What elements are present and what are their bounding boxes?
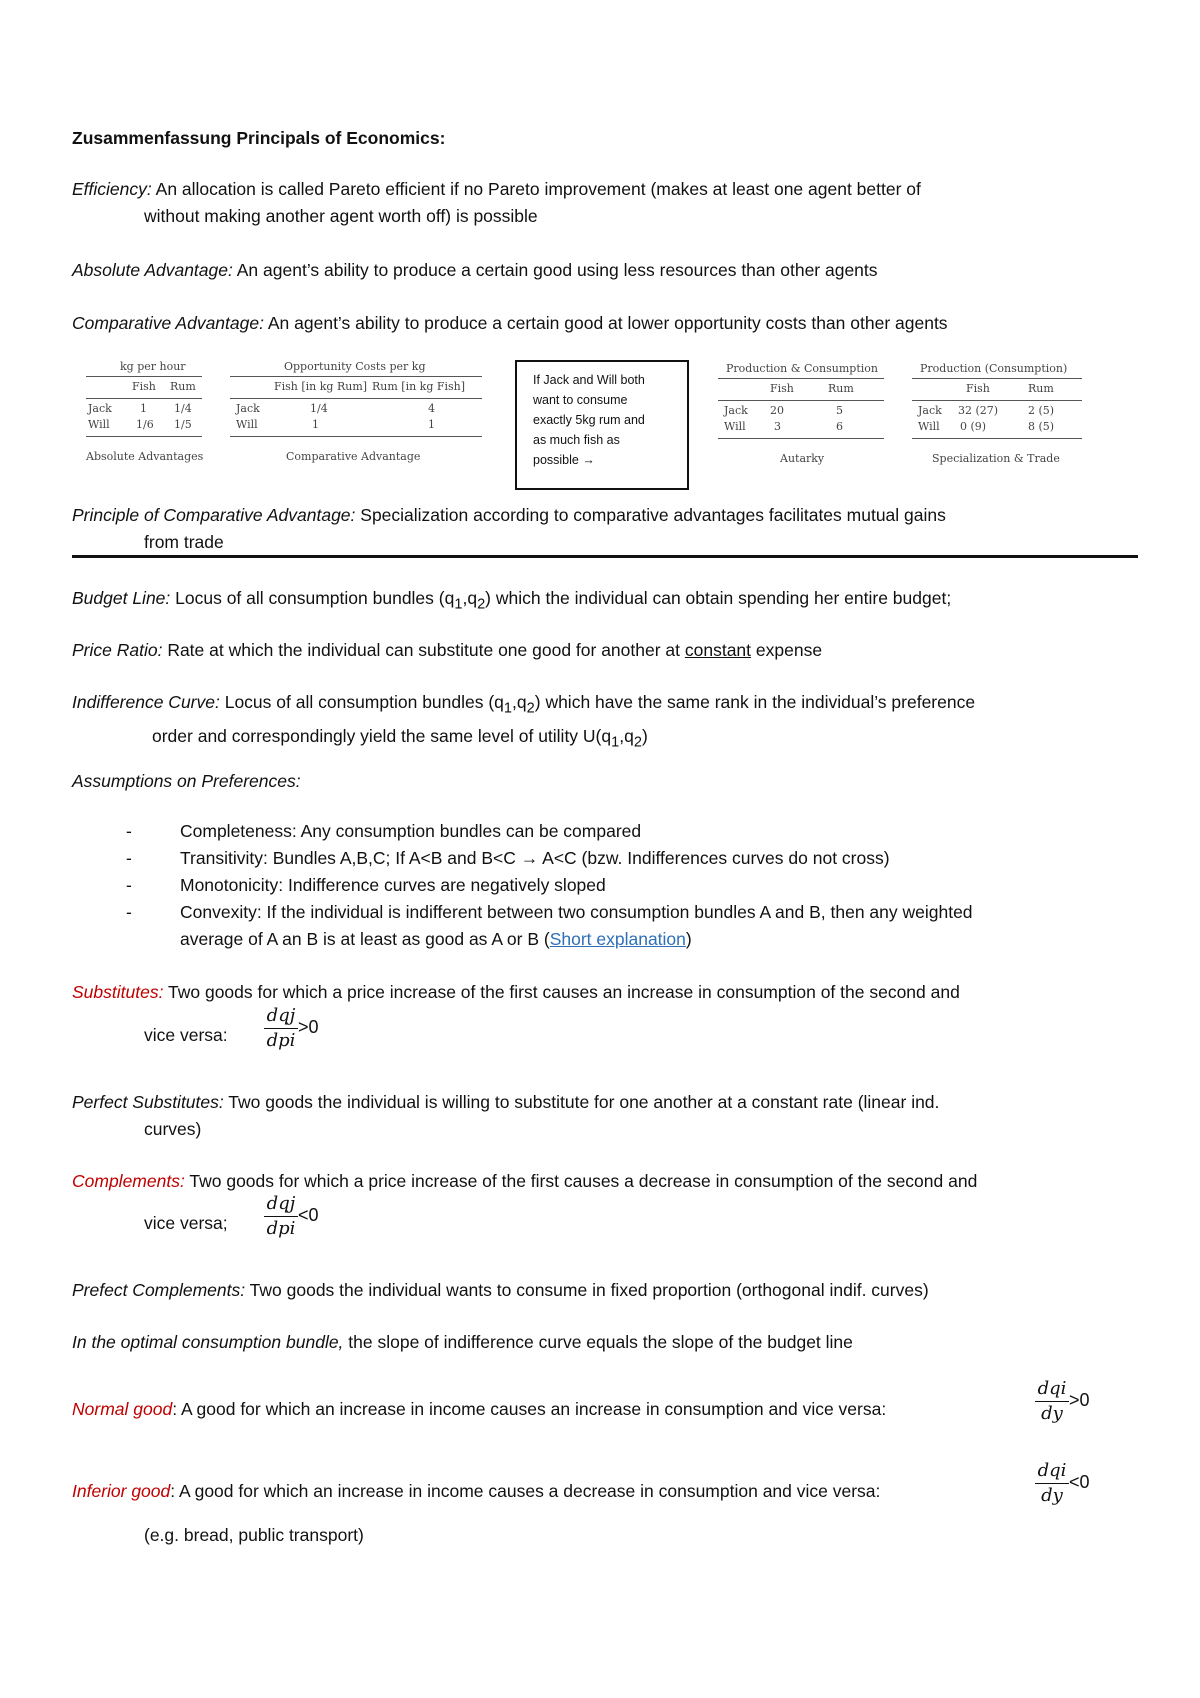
complements-derivative xyxy=(264,1193,319,1240)
short-explanation-link[interactable]: Short explanation xyxy=(549,929,686,949)
list-item-text: ) xyxy=(685,929,692,949)
underlined-word: constant xyxy=(684,640,752,660)
indifference-text: Locus of all consumption bundles (q xyxy=(219,692,504,712)
perfect-substitutes-text: Two goods the individual is willing to substitute for one another at a constant rate (linear ind. xyxy=(223,1092,940,1112)
budget-line-term: Budget Line: xyxy=(72,588,171,608)
principle-term: Principle of Comparative Advantage: xyxy=(72,505,356,525)
price-ratio-text: Rate at which the individual can substitute one good for another at xyxy=(162,640,685,660)
principle-comparative-advantage xyxy=(72,502,1132,556)
table-header: Production & Consumption xyxy=(726,362,878,375)
table-header: Opportunity Costs per kg xyxy=(284,360,426,373)
fraction-denominator: dpi xyxy=(266,1030,296,1051)
subscript: 2 xyxy=(633,734,642,750)
row-label: Will xyxy=(236,418,258,431)
assumptions-heading: Assumptions on Preferences: xyxy=(72,771,301,791)
substitutes-vice-versa: vice versa: xyxy=(144,1025,228,1045)
table-cell: 1/4 xyxy=(310,402,328,415)
col-header: Rum [in kg Fish] xyxy=(372,380,466,393)
efficiency-term: Efficiency: xyxy=(72,179,152,199)
col-header: Fish xyxy=(966,382,990,395)
row-label: Will xyxy=(88,418,110,431)
row-label: Jack xyxy=(236,402,260,415)
substitutes-term: Substitutes: xyxy=(72,982,164,1002)
table-cell: 2 (5) xyxy=(1028,404,1055,417)
autarky-table xyxy=(718,362,884,472)
table-cell: 4 xyxy=(428,402,435,415)
indifference-term: Indifference Curve: xyxy=(72,692,220,712)
row-label: Will xyxy=(724,420,746,433)
subscript: 1 xyxy=(611,734,620,750)
substitutes-text: Two goods for which a price increase of the first causes an increase in consumption of the second and xyxy=(163,982,960,1002)
optimal-text: the slope of indifference curve equals the slope of the budget line xyxy=(343,1332,853,1352)
table-cell: 5 xyxy=(836,404,843,417)
perfect-substitutes-definition xyxy=(72,1089,1132,1143)
substitutes-definition xyxy=(72,979,1132,1006)
table-cell: 1/5 xyxy=(174,418,192,431)
inferior-good-text: : A good for which an increase in income causes a decrease in consumption and vice versa: xyxy=(170,1481,881,1501)
budget-line-text: ) which the individual can obtain spending her entire budget; xyxy=(485,588,952,608)
comparative-advantage-term: Comparative Advantage: xyxy=(72,313,264,333)
perfect-complements-definition xyxy=(72,1277,1132,1304)
col-header: Fish [in kg Rum] xyxy=(274,380,368,393)
inequality: <0 xyxy=(1069,1472,1090,1492)
table-cell: 3 xyxy=(774,420,781,433)
comparative-advantage-definition xyxy=(72,310,1132,337)
table-cell: 32 (27) xyxy=(958,404,999,417)
table-cell: 1/6 xyxy=(136,418,154,431)
normal-good-text: : A good for which an increase in income causes an increase in consumption and vice versa: xyxy=(172,1399,887,1419)
optimal-bundle-statement xyxy=(72,1329,1132,1356)
inferior-good-derivative xyxy=(1035,1460,1090,1507)
principle-text: Specialization according to comparative advantages facilitates mutual gains xyxy=(355,505,946,525)
subscript: 1 xyxy=(503,700,513,717)
note-line: as much fish as xyxy=(533,433,620,447)
normal-good-term: Normal good xyxy=(72,1399,173,1419)
table-cell: 20 xyxy=(770,404,784,417)
section-divider xyxy=(72,555,1138,558)
list-item-text: Completeness: Any consumption bundles can be compared xyxy=(180,821,642,841)
list-item xyxy=(72,899,1132,926)
table-cell: 1 xyxy=(140,402,147,415)
perfect-substitutes-term: Perfect Substitutes: xyxy=(72,1092,224,1112)
note-line: possible → xyxy=(533,453,595,467)
indifference-text: order and correspondingly yield the same level of utility U(q xyxy=(152,725,612,746)
price-ratio-term: Price Ratio: xyxy=(72,640,163,660)
normal-good-definition xyxy=(72,1396,1132,1423)
table-caption: Absolute Advantages xyxy=(86,450,204,463)
opportunity-costs-table xyxy=(230,360,482,470)
table-header: Production (Consumption) xyxy=(920,362,1068,375)
inferior-good-definition xyxy=(72,1478,1132,1505)
fraction-denominator: dy xyxy=(1041,1485,1063,1506)
list-item-text: Convexity: If the individual is indifferent between two consumption bundles A and B, then any weighted xyxy=(180,902,973,922)
col-header: Rum xyxy=(828,382,854,395)
indifference-curve-definition xyxy=(72,689,1132,756)
table-caption: Specialization & Trade xyxy=(932,452,1060,465)
efficiency-text-cont: without making another agent worth off) is possible xyxy=(144,206,538,226)
absolute-advantage-term: Absolute Advantage: xyxy=(72,260,233,280)
budget-line-text: ,q xyxy=(462,588,478,608)
budget-line-definition xyxy=(72,585,1132,619)
comparative-advantage-text: An agent’s ability to produce a certain good at lower opportunity costs than other agents xyxy=(263,313,948,333)
specialization-trade-table xyxy=(912,362,1082,472)
normal-good-derivative xyxy=(1035,1378,1090,1425)
absolute-advantage-text: An agent’s ability to produce a certain good using less resources than other agents xyxy=(232,260,878,280)
efficiency-text: An allocation is called Pareto efficient if no Pareto improvement (makes at least one agent better of xyxy=(151,179,921,199)
row-label: Jack xyxy=(88,402,112,415)
list-item-text: Transitivity: Bundles A,B,C; If A<B and B<C → A<C (bzw. Indifferences curves do not cross) xyxy=(180,848,890,868)
row-label: Will xyxy=(918,420,940,433)
note-line: want to consume xyxy=(533,393,628,407)
inferior-good-term: Inferior good xyxy=(72,1481,171,1501)
table-cell: 0 (9) xyxy=(960,420,987,433)
complements-vice-versa: vice versa; xyxy=(144,1213,228,1233)
table-cell: 1/4 xyxy=(174,402,192,415)
note-line: If Jack and Will both xyxy=(533,373,645,387)
indifference-text: ) which have the same rank in the individual’s preference xyxy=(534,692,976,712)
inequality: >0 xyxy=(1069,1390,1090,1410)
row-label: Jack xyxy=(918,404,942,417)
list-item-text: average of A an B is at least as good as A or B ( xyxy=(180,929,550,949)
perfect-substitutes-text-cont: curves) xyxy=(144,1119,202,1139)
perfect-complements-text: Two goods the individual wants to consume in fixed proportion (orthogonal indif. curves) xyxy=(245,1280,929,1300)
list-item-text: Monotonicity: Indifference curves are negatively sloped xyxy=(180,875,606,895)
subscript: 2 xyxy=(477,596,486,613)
col-header: Fish xyxy=(132,380,156,393)
complements-term: Complements: xyxy=(72,1171,185,1191)
principle-text-cont: from trade xyxy=(144,532,224,552)
optimal-term: In the optimal consumption bundle, xyxy=(72,1332,344,1352)
price-ratio-text: expense xyxy=(751,640,823,660)
note-line: exactly 5kg rum and xyxy=(533,413,645,427)
assumptions-list xyxy=(72,818,1132,953)
price-ratio-definition xyxy=(72,637,1132,664)
fraction-numerator: dqj xyxy=(266,1005,296,1026)
substitutes-derivative xyxy=(264,1005,319,1052)
list-bullet: - xyxy=(126,821,132,841)
row-label: Jack xyxy=(724,404,748,417)
list-bullet: - xyxy=(126,848,132,868)
indifference-text: ,q xyxy=(619,725,634,746)
list-item xyxy=(72,845,1132,872)
inequality: <0 xyxy=(298,1205,319,1225)
table-header: kg per hour xyxy=(120,360,186,373)
table-caption: Comparative Advantage xyxy=(286,450,421,463)
inferior-good-example: (e.g. bread, public transport) xyxy=(144,1525,364,1545)
table-cell: 8 (5) xyxy=(1028,420,1055,433)
table-caption: Autarky xyxy=(780,452,825,465)
fraction-numerator: dqi xyxy=(1037,1378,1067,1399)
col-header: Fish xyxy=(770,382,794,395)
fraction-denominator: dy xyxy=(1041,1403,1063,1424)
inequality: >0 xyxy=(298,1017,319,1037)
indifference-text: ) xyxy=(641,725,648,746)
subscript: 2 xyxy=(526,700,535,717)
col-header: Rum xyxy=(170,380,196,393)
page-title: Zusammenfassung Principals of Economics: xyxy=(72,128,446,148)
indifference-text: ,q xyxy=(512,692,527,712)
indifference-text-cont xyxy=(72,723,1132,757)
efficiency-definition xyxy=(72,176,1132,230)
jack-will-note-box xyxy=(515,360,689,490)
fraction-denominator: dpi xyxy=(266,1218,296,1239)
fraction-numerator: dqj xyxy=(266,1193,296,1214)
fraction-numerator: dqi xyxy=(1037,1460,1067,1481)
absolute-advantage-definition xyxy=(72,257,1132,284)
complements-text: Two goods for which a price increase of the first causes a decrease in consumption of the second and xyxy=(184,1171,978,1191)
complements-definition xyxy=(72,1168,1132,1195)
list-bullet: - xyxy=(126,902,132,922)
list-item-cont xyxy=(72,926,1132,953)
list-bullet: - xyxy=(126,875,132,895)
list-item xyxy=(72,872,1132,899)
list-item xyxy=(72,818,1132,845)
table-cell: 1 xyxy=(428,418,435,431)
table-cell: 1 xyxy=(312,418,319,431)
absolute-advantage-table xyxy=(86,360,202,470)
col-header: Rum xyxy=(1028,382,1054,395)
table-cell: 6 xyxy=(836,420,843,433)
perfect-complements-term: Prefect Complements: xyxy=(72,1280,246,1300)
subscript: 1 xyxy=(454,596,463,613)
budget-line-text: Locus of all consumption bundles (q xyxy=(170,588,455,608)
